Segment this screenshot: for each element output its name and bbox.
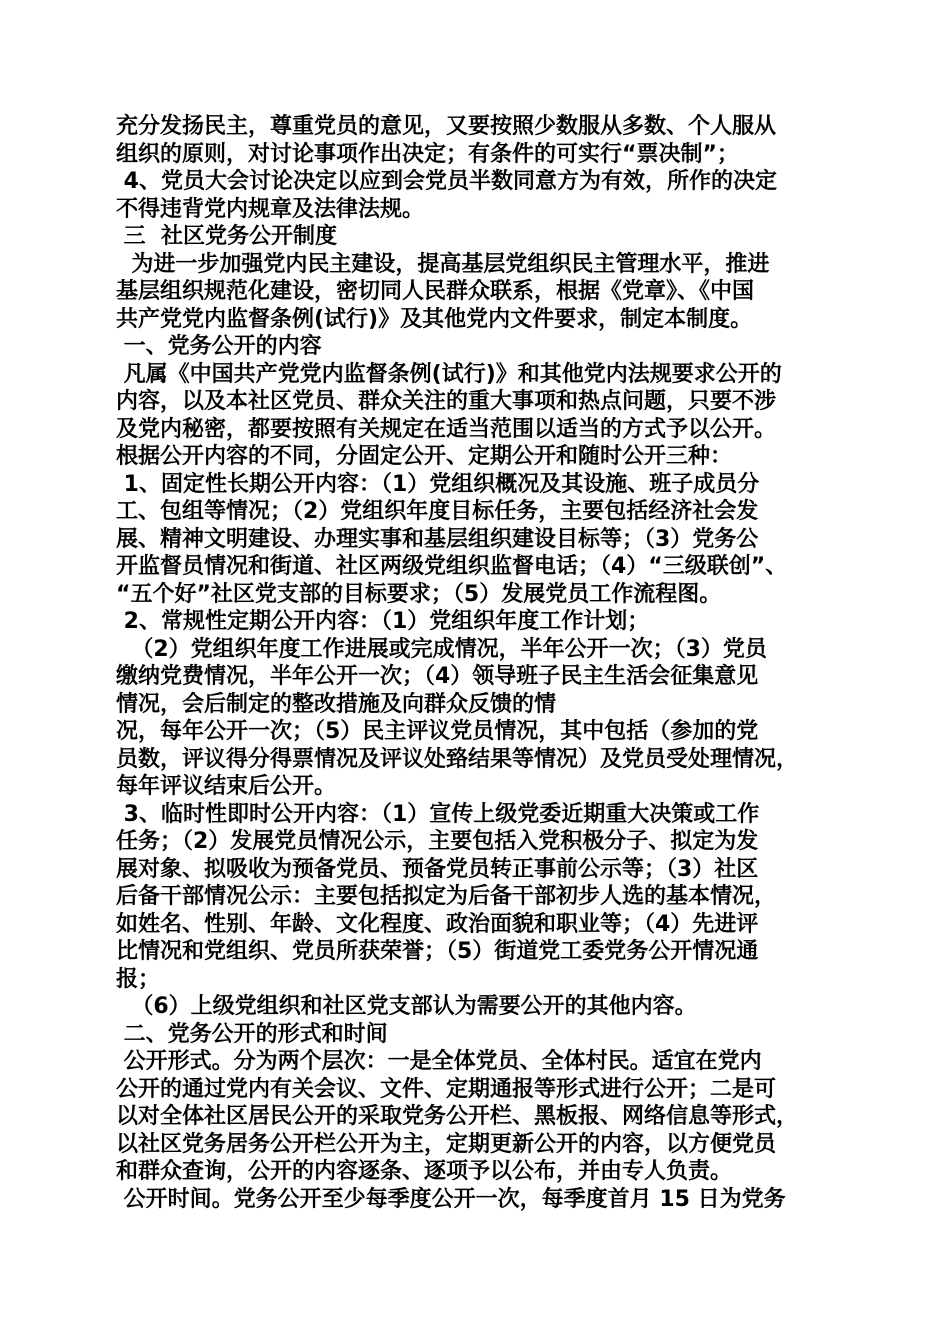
text-line: 公开的通过党内有关会议、文件、定期通报等形式进行公开；二是可 <box>116 1076 777 1102</box>
text-line: 公开形式。分为两个层次：一是全体党员、全体村民。适宜在党内 <box>116 1049 762 1074</box>
text-line: 比情况和党组织、党员所获荣誉；（5）街道党工委党务公开情况通 <box>116 939 759 964</box>
text-line: 2、常规性定期公开内容：（1）党组织年度工作计划； <box>116 609 650 634</box>
text-line: 报； <box>116 966 161 992</box>
text-line: 3、临时性即时公开内容：（1）宣传上级党委近期重大决策或工作 <box>116 801 760 827</box>
text-line: 工、包组等情况；（2）党组织年度目标任务，主要包括经济社会发 <box>116 499 759 524</box>
text-line: 展对象、拟吸收为预备党员、预备党员转正事前公示等；（3）社区 <box>116 856 759 882</box>
text-line: 后备干部情况公示：主要包括拟定为后备干部初步人选的基本情况， <box>116 884 777 909</box>
text-line: 员数，评议得分得票情况及评议处臵结果等情况）及党员受处理情况， <box>116 746 799 772</box>
text-line: 内容，以及本社区党员、群众关注的重大事项和热点问题，只要不涉 <box>116 389 777 414</box>
text-line: 不得违背党内规章及法律法规。 <box>116 196 425 222</box>
text-line: 为进一步加强党内民主建设，提高基层党组织民主管理水平，推进 <box>116 251 770 277</box>
text-line: 缴纳党费情况，半年公开一次；（4）领导班子民主生活会征集意见 <box>116 664 759 689</box>
text-line: （2）党组织年度工作进展或完成情况，半年公开一次；（3）党员 <box>116 636 767 662</box>
text-line: 以社区党务居务公开栏公开为主，定期更新公开的内容，以方便党员 <box>116 1131 777 1157</box>
text-line: 和群众查询，公开的内容逐条、逐项予以公布，并由专人负责。 <box>116 1159 733 1184</box>
section-heading: 三 社区党务公开制度 <box>116 224 337 249</box>
text-line: 组织的原则，对讨论事项作出决定；有条件的可实行“票决制”； <box>116 141 739 167</box>
text-line: 凡属《中国共产党党内监督条例(试行)》和其他党内法规要求公开的 <box>116 361 782 387</box>
text-line: 任务；（2）发展党员情况公示，主要包括入党积极分子、拟定为发 <box>116 829 759 854</box>
text-line: 基层组织规范化建设，密切同人民群众联系，根据《党章》、《中国 <box>116 279 755 304</box>
text-line: 公开时间。党务公开至少每季度公开一次，每季度首月 15 日为党务 <box>116 1186 786 1212</box>
text-line: “五个好”社区党支部的目标要求；（5）发展党员工作流程图。 <box>116 581 722 607</box>
subsection-heading: 二、党务公开的形式和时间 <box>116 1021 388 1047</box>
text-line: 开监督员情况和街道、社区两级党组织监督电话；（4）“三级联创”、 <box>116 554 788 579</box>
text-line: 根据公开内容的不同，分固定公开、定期公开和随时公开三种： <box>116 444 733 469</box>
text-line: 1、固定性长期公开内容：（1）党组织概况及其设施、班子成员分 <box>116 471 760 497</box>
text-line: 4、党员大会讨论决定以应到会党员半数同意方为有效，所作的决定 <box>116 169 777 194</box>
text-line: 充分发扬民主，尊重党员的意见，又要按照少数服从多数、个人服从 <box>116 114 777 139</box>
text-line: （6）上级党组织和社区党支部认为需要公开的其他内容。 <box>116 994 697 1019</box>
text-line: 况，每年公开一次；（5）民主评议党员情况，其中包括（参加的党 <box>116 719 759 744</box>
text-line: 情况，会后制定的整改措施及向群众反馈的情 <box>116 691 557 717</box>
document-body <box>116 113 844 1213</box>
text-line: 以对全体社区居民公开的采取党务公开栏、黑板报、网络信息等形式， <box>116 1104 799 1129</box>
text-line: 如姓名、性别、年龄、文化程度、政治面貌和职业等；（4）先进评 <box>116 911 759 937</box>
text-line: 共产党党内监督条例(试行)》及其他党内文件要求，制定本制度。 <box>116 306 753 332</box>
subsection-heading: 一、党务公开的内容 <box>116 334 322 359</box>
text-line: 展、精神文明建设、办理实事和基层组织建设目标等；（3）党务公 <box>116 526 759 552</box>
text-line: 及党内秘密，都要按照有关规定在适当范围以适当的方式予以公开。 <box>116 416 777 442</box>
text-line: 每年评议结束后公开。 <box>116 774 337 799</box>
